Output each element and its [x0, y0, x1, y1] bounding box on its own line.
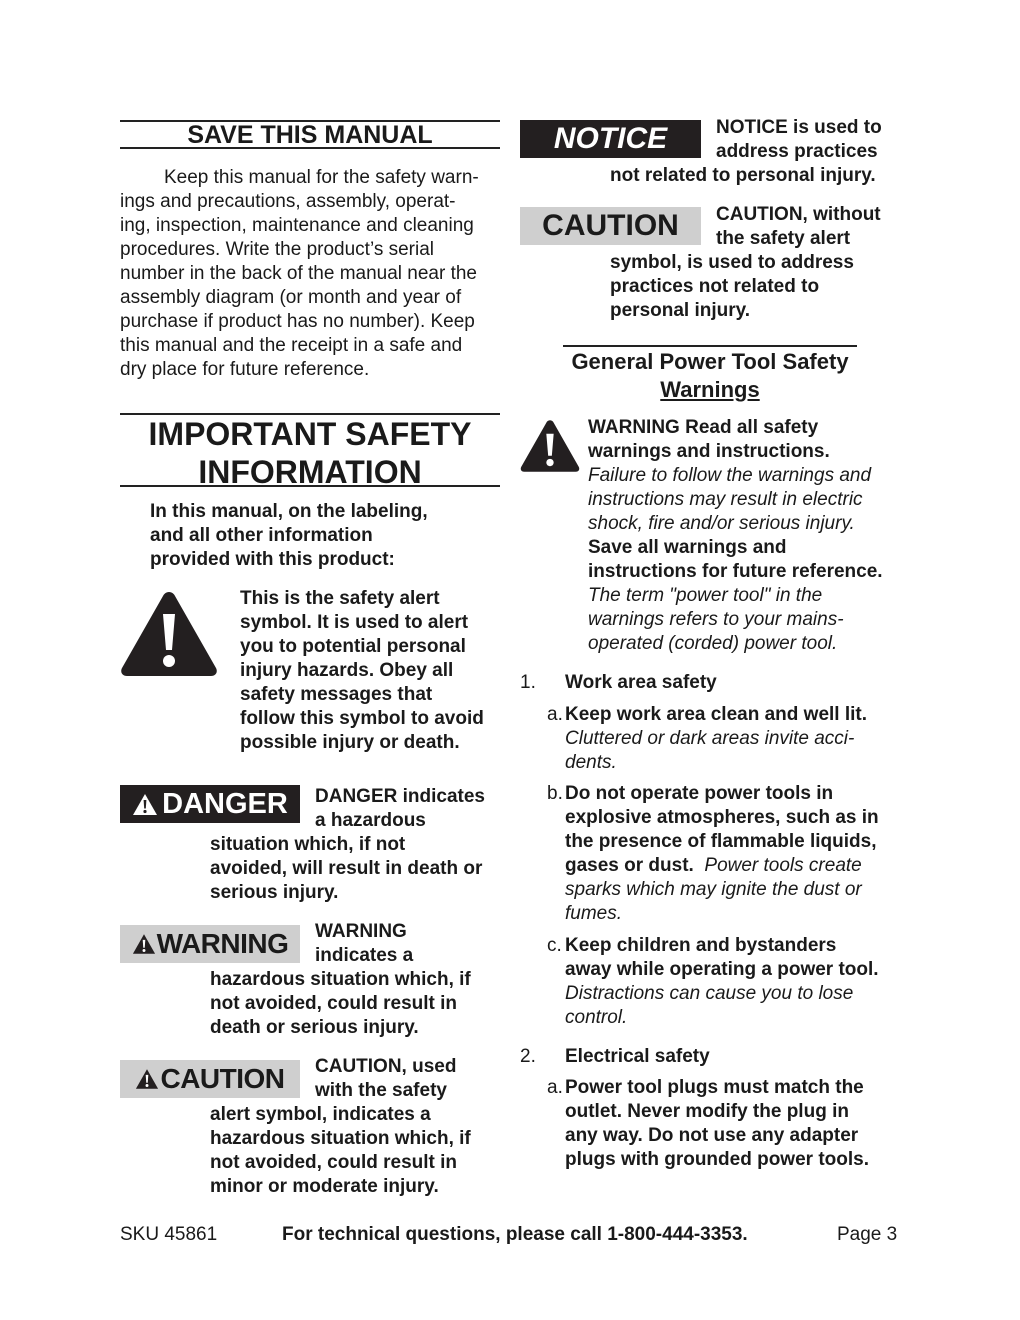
safety-alert-icon [520, 419, 580, 473]
danger-badge [120, 785, 300, 823]
safety-alert-description [240, 587, 510, 755]
text-line: plugs with grounded power tools. [565, 1149, 869, 1170]
notice-badge [520, 120, 701, 158]
text-line: alert symbol, indicates a [210, 1104, 431, 1125]
caution-alert-badge [120, 1060, 300, 1098]
important-heading-line2: INFORMATION [198, 454, 422, 490]
text-line: avoided, will result in death or [210, 858, 483, 879]
text-line: personal injury. [610, 300, 751, 321]
list-item-a [565, 703, 905, 775]
save-manual-paragraph [120, 166, 500, 382]
text-line: situation which, if not [210, 834, 406, 855]
text-line: minor or moderate injury. [210, 1176, 439, 1197]
text-line: fumes. [565, 903, 623, 924]
danger-first-lines [315, 785, 515, 833]
text-line: hazardous situation which, if [210, 1128, 471, 1149]
alert-triangle-icon [135, 1068, 159, 1090]
text-line: operated (corded) power tool. [588, 633, 838, 654]
list-letter: a. [547, 704, 563, 725]
notice-label: NOTICE [553, 122, 668, 155]
warning-rest-lines [210, 968, 510, 1040]
text-line: address practices [716, 141, 878, 162]
text-line: instructions may result in electric [588, 489, 863, 510]
text-line: you to potential personal [240, 636, 466, 657]
text-line: the presence of flammable liquids, [565, 831, 877, 852]
text-line: WARNING Read all safety [588, 417, 819, 438]
notice-rest-lines [610, 164, 910, 188]
text-line: WARNING [315, 921, 407, 942]
caution-alert-label: CAUTION [160, 1063, 285, 1094]
text-line: Power tool plugs must match the [565, 1077, 864, 1098]
warning-first-lines [315, 920, 515, 968]
text-line [565, 854, 910, 878]
list-number: 1. [520, 672, 536, 693]
text-line: practices not related to [610, 276, 820, 297]
text-line: Distractions can cause you to lose [565, 983, 854, 1004]
text-line: assembly diagram (or month and year of [120, 287, 462, 308]
text-line: dents. [565, 752, 617, 773]
text-line: injury hazards. Obey all [240, 660, 454, 681]
text-line: death or serious injury. [210, 1017, 419, 1038]
left-column [120, 120, 500, 382]
text-line: with the safety [315, 1080, 447, 1101]
text-line: ing, inspection, maintenance and cleaning [120, 215, 474, 236]
text-line: a hazardous [315, 810, 426, 831]
caution-plain-label: CAUTION [542, 209, 679, 242]
text-line: DANGER indicates [315, 786, 485, 807]
text-line: this manual and the receipt in a safe and [120, 335, 463, 356]
caution-alert-first-lines [315, 1055, 515, 1103]
general-warnings-heading [563, 345, 857, 404]
text-line: not avoided, could result in [210, 993, 458, 1014]
text-line: procedures. Write the product’s serial [120, 239, 435, 260]
general-heading-line1: General Power Tool Safety [571, 349, 849, 374]
text-line: the safety alert [716, 228, 851, 249]
text-line: explosive atmospheres, such as in [565, 807, 879, 828]
text-line: Keep work area clean and well lit. [565, 704, 868, 725]
save-manual-heading: SAVE THIS MANUAL [120, 120, 500, 149]
text-line: any way. Do not use any adapter [565, 1125, 859, 1146]
text-segment: Power tools create [704, 855, 862, 876]
list-item-title: Work area safety [565, 672, 717, 693]
text-line: and all other information [150, 525, 373, 546]
text-line: Keep this manual for the safety warn- [164, 167, 479, 188]
text-line: not related to personal injury. [610, 165, 876, 186]
caution-plain-badge [520, 207, 701, 245]
text-line: serious injury. [210, 882, 339, 903]
list-item-electrical-a [565, 1076, 910, 1172]
list-letter: a. [547, 1077, 563, 1098]
text-line: safety messages that [240, 684, 433, 705]
text-line: shock, fire and/or serious injury. [588, 513, 855, 534]
footer-page-number: Page 3 [837, 1224, 898, 1245]
important-heading-line1: IMPORTANT SAFETY [148, 416, 472, 452]
footer-tech-support: For technical questions, please call 1-800-444-3353. [282, 1224, 748, 1245]
list-item-b [565, 782, 910, 926]
text-line: In this manual, on the labeling, [150, 501, 428, 522]
text-segment: gases or dust. [565, 855, 694, 876]
important-safety-heading [120, 413, 500, 490]
text-line: control. [565, 1007, 628, 1028]
text-line: warnings refers to your mains- [588, 609, 844, 630]
list-letter: b. [547, 783, 563, 804]
warning-badge [120, 925, 300, 963]
text-line: instructions for future reference. [588, 561, 883, 582]
text-line: dry place for future reference. [120, 359, 370, 380]
alert-triangle-icon [132, 793, 158, 816]
danger-label: DANGER [162, 787, 288, 820]
text-line: number in the back of the manual near the [120, 263, 478, 284]
text-line: CAUTION, used [315, 1056, 457, 1077]
text-line: Failure to follow the warnings and [588, 465, 872, 486]
text-line: possible injury or death. [240, 732, 460, 753]
footer-sku: SKU 45861 [120, 1224, 218, 1245]
text-line: CAUTION, without [716, 204, 881, 225]
important-intro [150, 500, 480, 572]
text-line: ings and precautions, assembly, operat- [120, 191, 456, 212]
text-line: Cluttered or dark areas invite acci- [565, 728, 855, 749]
alert-triangle-icon [132, 933, 156, 955]
text-line: hazardous situation which, if [210, 969, 471, 990]
text-line: indicates a [315, 945, 414, 966]
text-line: outlet. Never modify the plug in [565, 1101, 849, 1122]
text-line: NOTICE is used to [716, 117, 882, 138]
general-heading-line2: Warnings [660, 377, 760, 402]
text-line: warnings and instructions. [588, 441, 830, 462]
caution-plain-first-lines [716, 203, 916, 251]
text-line: symbol. It is used to alert [240, 612, 469, 633]
list-number: 2. [520, 1046, 536, 1067]
text-line: not avoided, could result in [210, 1152, 458, 1173]
text-line: follow this symbol to avoid [240, 708, 484, 729]
text-line: Save all warnings and [588, 537, 787, 558]
text-line: symbol, is used to address [610, 252, 854, 273]
text-line: Do not operate power tools in [565, 783, 834, 804]
list-item-title: Electrical safety [565, 1046, 710, 1067]
caution-plain-rest-lines [610, 251, 910, 323]
text-line: provided with this product: [150, 549, 395, 570]
danger-rest-lines [210, 833, 510, 905]
general-warning-text [588, 416, 908, 656]
text-line: sparks which may ignite the dust or [565, 879, 862, 900]
safety-alert-icon [120, 590, 218, 678]
text-line: away while operating a power tool. [565, 959, 879, 980]
notice-first-lines [716, 116, 916, 164]
caution-alert-rest-lines [210, 1103, 510, 1199]
list-letter: c. [547, 935, 562, 956]
text-line: This is the safety alert [240, 588, 440, 609]
text-line: The term "power tool" in the [588, 585, 823, 606]
warning-label: WARNING [156, 928, 289, 959]
text-line: Keep children and bystanders [565, 935, 837, 956]
list-item-c [565, 934, 910, 1030]
text-line: purchase if product has no number). Keep [120, 311, 475, 332]
